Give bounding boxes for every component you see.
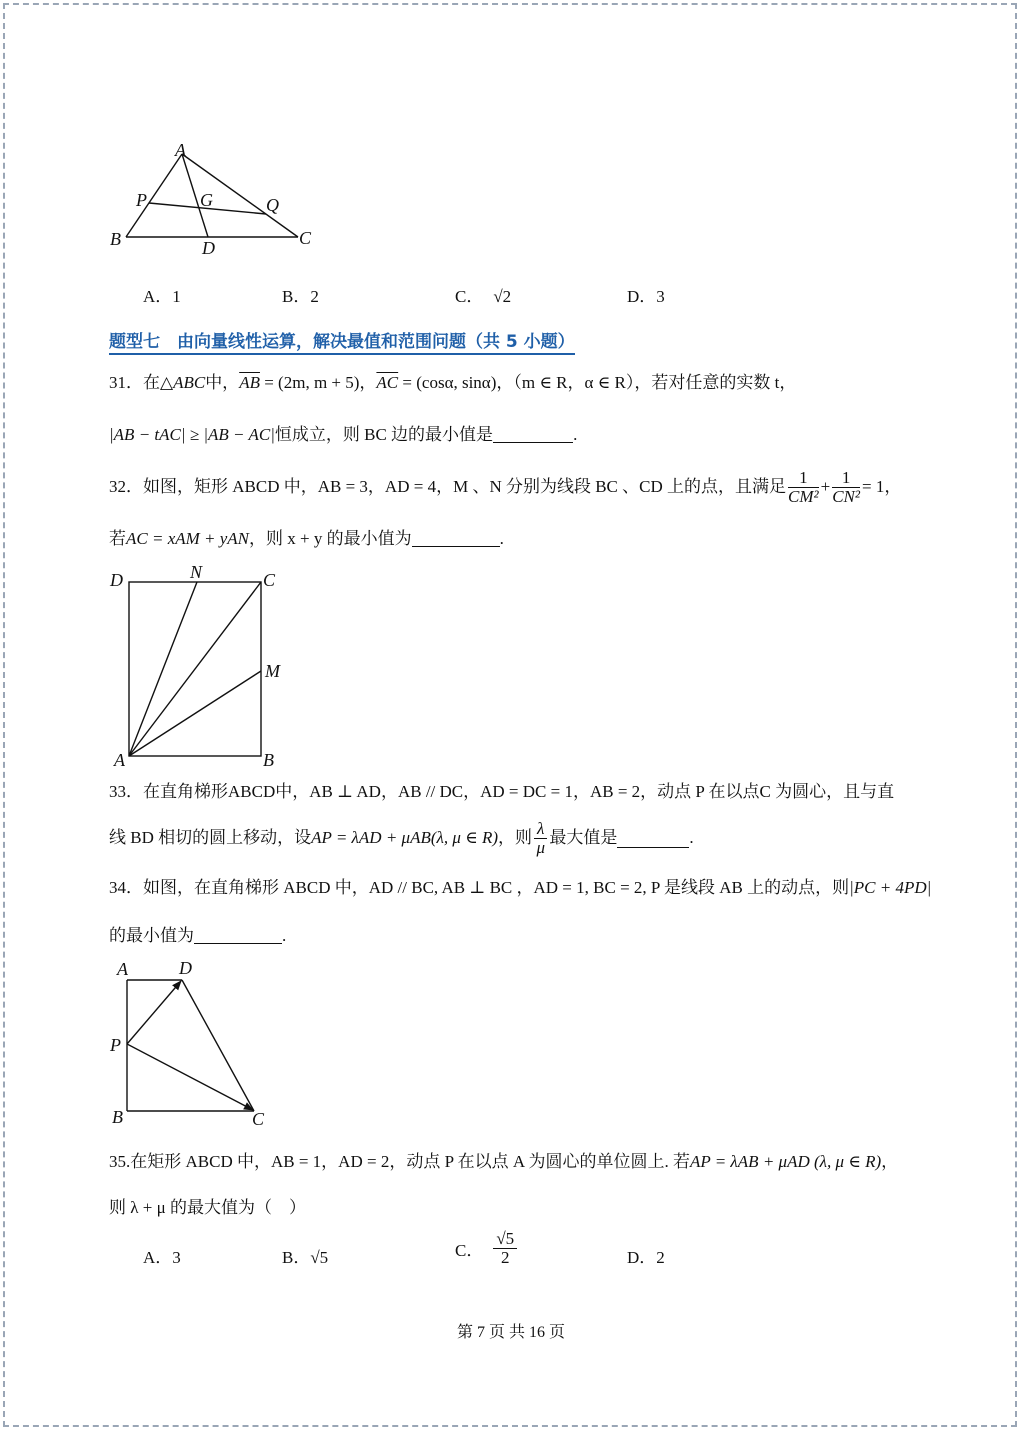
- q34-text-1: 如图，在直角梯形 ABCD 中，AD // BC, AB ⊥ BC ，AD = 1, BC = 2, P 是线段 AB 上的动点，则: [143, 878, 850, 897]
- q32-line-2: [109, 527, 504, 551]
- label-a: A: [175, 140, 186, 160]
- q33-frac-num: λ: [534, 820, 547, 839]
- figure-trapezoid-abcd: [100, 955, 280, 1130]
- q32-fraction-1: [788, 469, 819, 506]
- q31-number: 31．: [109, 373, 143, 392]
- q31-text-3: 恒成立，则 BC 边的最小值是: [274, 425, 494, 444]
- q30-option-d[interactable]: D．3: [627, 287, 665, 306]
- label-b: B: [112, 1107, 123, 1127]
- q30-option-b[interactable]: B．2: [282, 287, 319, 306]
- section-title: 题型七 由向量线性运算，解决最值和范围问题（共 5 小题）: [109, 327, 575, 355]
- q31-period: .: [573, 425, 578, 444]
- q32-period: .: [499, 529, 504, 548]
- q32-frac2-num: 1: [832, 469, 860, 488]
- label-a: A: [117, 959, 128, 979]
- q31-vector-ab: $\overline{AB}$: [239, 373, 260, 392]
- label-c: C: [252, 1109, 265, 1129]
- label-c: C: [263, 570, 276, 590]
- q31-answer-blank[interactable]: [493, 424, 573, 443]
- q31-vector-ac: $\overline{AC}$: [376, 373, 399, 392]
- q34-text-2: 的最小值为: [109, 926, 194, 945]
- q30-option-c-value: √2: [493, 287, 512, 306]
- q30-option-c[interactable]: [455, 282, 511, 307]
- label-a: A: [114, 750, 125, 770]
- label-b: B: [263, 750, 274, 770]
- q35-comma: ，: [881, 1152, 899, 1171]
- q34-number: 34．: [109, 878, 143, 897]
- label-q: Q: [266, 195, 279, 215]
- label-b: B: [110, 229, 121, 249]
- label-d: D: [202, 238, 215, 258]
- q32-text-2: 若: [109, 529, 126, 548]
- q35-option-c[interactable]: [455, 1230, 519, 1267]
- label-g: G: [200, 190, 213, 210]
- q35-line-2: 则 λ + μ 的最大值为（ ）: [109, 1198, 306, 1217]
- q30-option-c-prefix: C．: [455, 287, 484, 306]
- q33-fraction: [534, 820, 547, 857]
- q33-text-2: 线 BD 相切的圆上移动，设: [109, 828, 312, 847]
- q32-plus: +: [820, 477, 831, 496]
- q35-option-c-prefix: C．: [455, 1241, 484, 1260]
- q33-number: 33．: [109, 782, 143, 801]
- label-p: P: [136, 190, 147, 210]
- q33-frac-den: μ: [536, 837, 545, 857]
- q33-period: .: [689, 828, 694, 847]
- q33-text-3: ，则: [498, 828, 533, 847]
- q33-vector-eq: AP = λAD + μAB(λ, μ ∈ R): [311, 828, 499, 847]
- q31-line-1: [109, 371, 796, 395]
- vector-pd: [127, 981, 181, 1044]
- vector-pc: [127, 1044, 253, 1110]
- q32-number: 32．: [109, 477, 143, 496]
- q33-line-1: [109, 780, 894, 804]
- q31-eq-1: = (2m, m + 5)，: [259, 373, 377, 392]
- q32-eq: = 1，: [862, 477, 902, 496]
- q31-triangle: ABC: [173, 373, 206, 392]
- q33-text-4: 最大值是: [549, 828, 618, 847]
- segment-an: [129, 582, 197, 756]
- label-c: C: [299, 228, 312, 248]
- q35-number: 35.: [109, 1152, 131, 1171]
- q35-option-c-num: √5: [493, 1230, 517, 1249]
- page-footer: 第 7 页 共 16 页: [456, 1324, 565, 1341]
- segment-ab: [126, 154, 182, 237]
- label-d: D: [110, 570, 123, 590]
- q33-text-1: 在直角梯形ABCD中，AB ⊥ AD，AB // DC，AD = DC = 1，AB = 2，动点 P 在以点C 为圆心，且与直: [143, 782, 895, 801]
- q32-frac1-num: 1: [788, 469, 819, 488]
- q34-line-2: [109, 924, 286, 948]
- q32-vector-eq: AC = xAM + yAN: [126, 529, 250, 548]
- q32-frac2-den: CN²: [832, 486, 860, 506]
- figure-rectangle-abcd: [100, 560, 300, 772]
- q35-line-1: [109, 1150, 898, 1174]
- q35-option-c-fraction: [493, 1230, 517, 1267]
- label-d: D: [179, 958, 192, 978]
- q31-text-2: 中，: [205, 373, 240, 392]
- q32-line-1: [109, 463, 901, 511]
- q34-expression: |PC + 4PD|: [849, 878, 932, 897]
- label-n: N: [190, 562, 203, 582]
- q33-line-2: [109, 814, 694, 862]
- q33-answer-blank[interactable]: [617, 829, 689, 848]
- q32-frac1-den: CM²: [788, 486, 819, 506]
- q35-vector-eq: AP = λAB + μAD (λ, μ ∈ R): [690, 1152, 882, 1171]
- q32-text-1: 如图，矩形 ABCD 中，AB = 3，AD = 4，M 、N 分别为线段 BC 、CD 上的点，且满足: [143, 477, 787, 496]
- segment-ac: [129, 582, 261, 756]
- q35-text-1: 在矩形 ABCD 中，AB = 1，AD = 2，动点 P 在以点 A 为圆心的单位圆上. 若: [130, 1152, 690, 1171]
- q32-fraction-2: [832, 469, 860, 506]
- q35-option-d[interactable]: D．2: [627, 1248, 665, 1267]
- q34-line-1: [109, 876, 931, 900]
- q30-option-a[interactable]: A．1: [143, 287, 181, 306]
- q35-option-b[interactable]: B．√5: [282, 1248, 329, 1267]
- segment-am: [129, 671, 261, 756]
- q31-text-1: 在△: [143, 373, 174, 392]
- label-p: P: [110, 1035, 121, 1055]
- q31-inequality: |AB − tAC| ≥ |AB − AC|: [109, 425, 275, 444]
- q34-answer-blank[interactable]: [194, 925, 282, 944]
- q34-period: .: [282, 926, 287, 945]
- q31-line-2: [109, 423, 577, 447]
- q32-answer-blank[interactable]: [412, 528, 500, 547]
- q32-text-3: ，则 x + y 的最小值为: [249, 529, 412, 548]
- q31-eq-2: = (cosα, sinα)，（m ∈ R，α ∈ R），若对任意的实数 t，: [398, 373, 797, 392]
- figure-triangle-abc: [100, 138, 330, 263]
- q35-option-c-den: 2: [501, 1248, 510, 1267]
- q35-option-a[interactable]: A．3: [143, 1248, 181, 1267]
- label-m: M: [265, 661, 280, 681]
